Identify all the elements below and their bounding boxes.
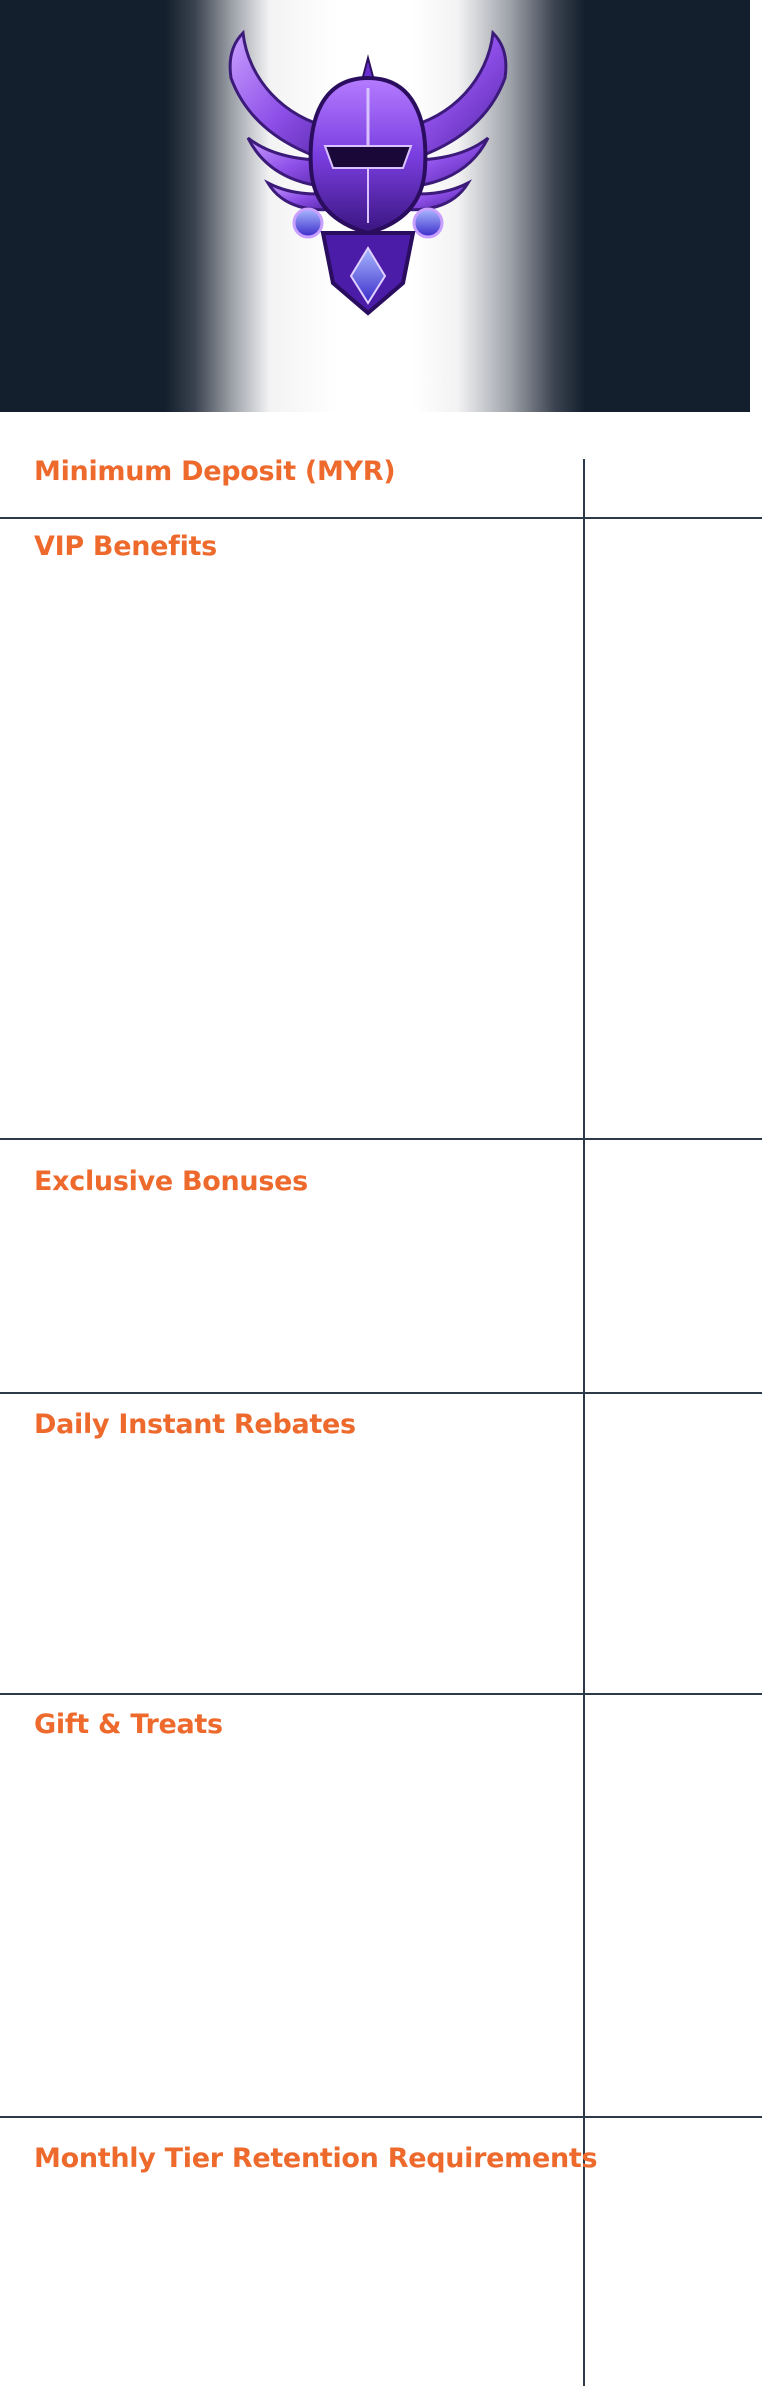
row-label-minimum-deposit: Minimum Deposit (MYR) [34,456,396,487]
row-divider [0,1138,762,1140]
column-divider [583,459,585,2386]
row-divider [0,517,762,519]
row-divider [0,2116,762,2118]
row-label-exclusive-bonuses: Exclusive Bonuses [34,1166,308,1197]
row-divider [0,1392,762,1394]
row-label-gift-treats: Gift & Treats [34,1709,223,1740]
row-divider [0,1693,762,1695]
row-label-daily-instant-rebates: Daily Instant Rebates [34,1409,356,1440]
row-label-vip-benefits: VIP Benefits [34,531,217,562]
row-label-monthly-tier-retention: Monthly Tier Retention Requirements [34,2143,598,2174]
hero-caption: P [367,330,383,354]
